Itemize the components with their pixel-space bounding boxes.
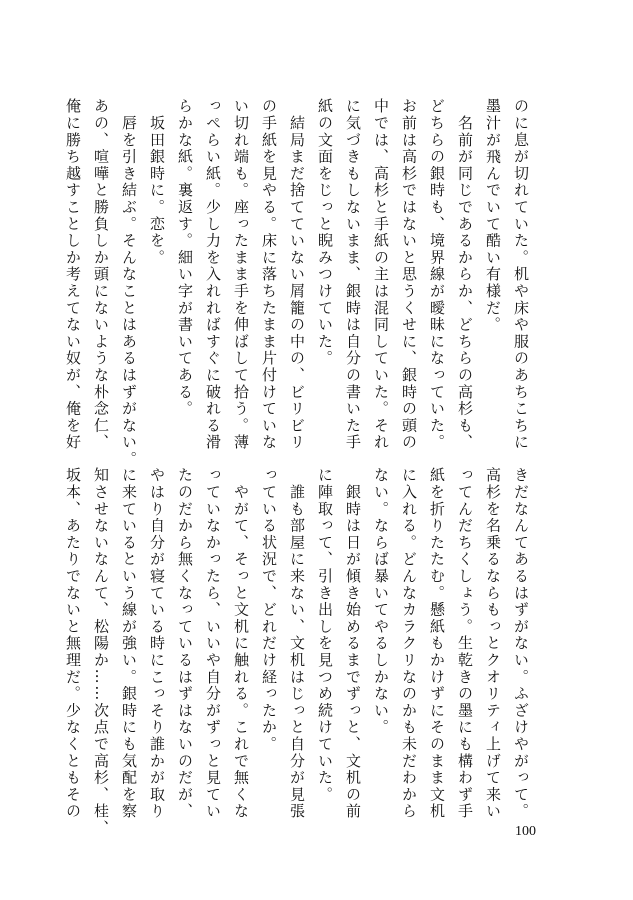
text-column: に気づきもしないまま、銀時は自分の書いた手: [344, 98, 362, 451]
text-column: 銀時は日が傾き始めるまでずっと、文机の前: [344, 467, 362, 820]
text-column: に入れる。どんなカラクリなのかも未だわから: [400, 467, 418, 820]
text-column: 紙の文面をじっと睨みつけていた。: [316, 98, 334, 367]
text-column: お前は高杉ではないと思うくせに、銀時の頭の: [400, 98, 418, 451]
text-column: たのだから無くなっているはずはないのだが、: [176, 467, 194, 820]
text-column: ってんだちくしょう。生乾きの墨にも構わず手: [456, 467, 474, 820]
text-column: に陣取って、引き出しを見つめ続けていた。: [316, 467, 334, 803]
text-column: 知させないなんて、松陽か……次点で高杉、桂、: [92, 467, 110, 837]
text-column: 俺に勝ち越すことしか考えてない奴が、俺を好: [64, 98, 82, 451]
text-column: きだなんてあるはずがない。ふざけやがって。: [512, 467, 530, 820]
text-column: 結局まだ捨てていない屑籠の中の、ビリビリ: [288, 98, 306, 451]
text-column: っていなかったら、いいや自分がずっと見てい: [204, 467, 222, 820]
text-column: の手紙を見やる。床に落ちたまま片付けていな: [260, 98, 278, 451]
text-column: っている状況で、どれだけ経ったか。: [260, 467, 278, 753]
text-column: 墨汁が飛んでいて酷い有様だ。: [484, 98, 502, 334]
text-column: 名前が同じであるからか、どちらの高杉も、: [456, 98, 474, 451]
text-column: やはり自分が寝ている時にこっそり誰かが取り: [148, 467, 166, 820]
text-column: どちらの銀時も、境界線が曖昧になっていた。: [428, 98, 446, 451]
text-column: あの、喧嘩と勝負しか頭にないような朴念仁、: [92, 98, 110, 451]
upper-text-block: [64, 98, 535, 468]
page-number: 100: [515, 824, 536, 839]
text-column: っぺらい紙。少し力を入れればすぐに破れる滑: [204, 98, 222, 451]
text-column: ない。ならば暴いてやるしかない。: [372, 467, 390, 736]
text-column: 高杉を名乗るならもっとクオリティ上げて来い: [484, 467, 502, 820]
text-column: 坂本、あたりでないと無理だ。少なくともその: [64, 467, 82, 820]
text-column: のに息が切れていた。机や床や服のあちこちに: [512, 98, 530, 451]
text-column: 誰も部屋に来ない、文机はじっと自分が見張: [288, 467, 306, 820]
text-column: 唇を引き結ぶ。そんなことはあるはずがない。: [120, 98, 138, 468]
text-column: 中では、高杉と手紙の主は混同していた。それ: [372, 98, 390, 451]
text-column: に来ているという線が強い。銀時にも気配を察: [120, 467, 138, 820]
text-column: い切れ端も。座ったまま手を伸ばして拾う。薄: [232, 98, 250, 451]
text-column: やがて、そっと文机に触れる。これで無くな: [232, 467, 250, 820]
text-column: 紙を折りたたむ。懸紙もかけずにそのまま文机: [428, 467, 446, 820]
text-column: らかな紙。裏返す。細い字が書いてある。: [176, 98, 194, 418]
text-column: 坂田銀時に。恋を。: [148, 98, 166, 266]
